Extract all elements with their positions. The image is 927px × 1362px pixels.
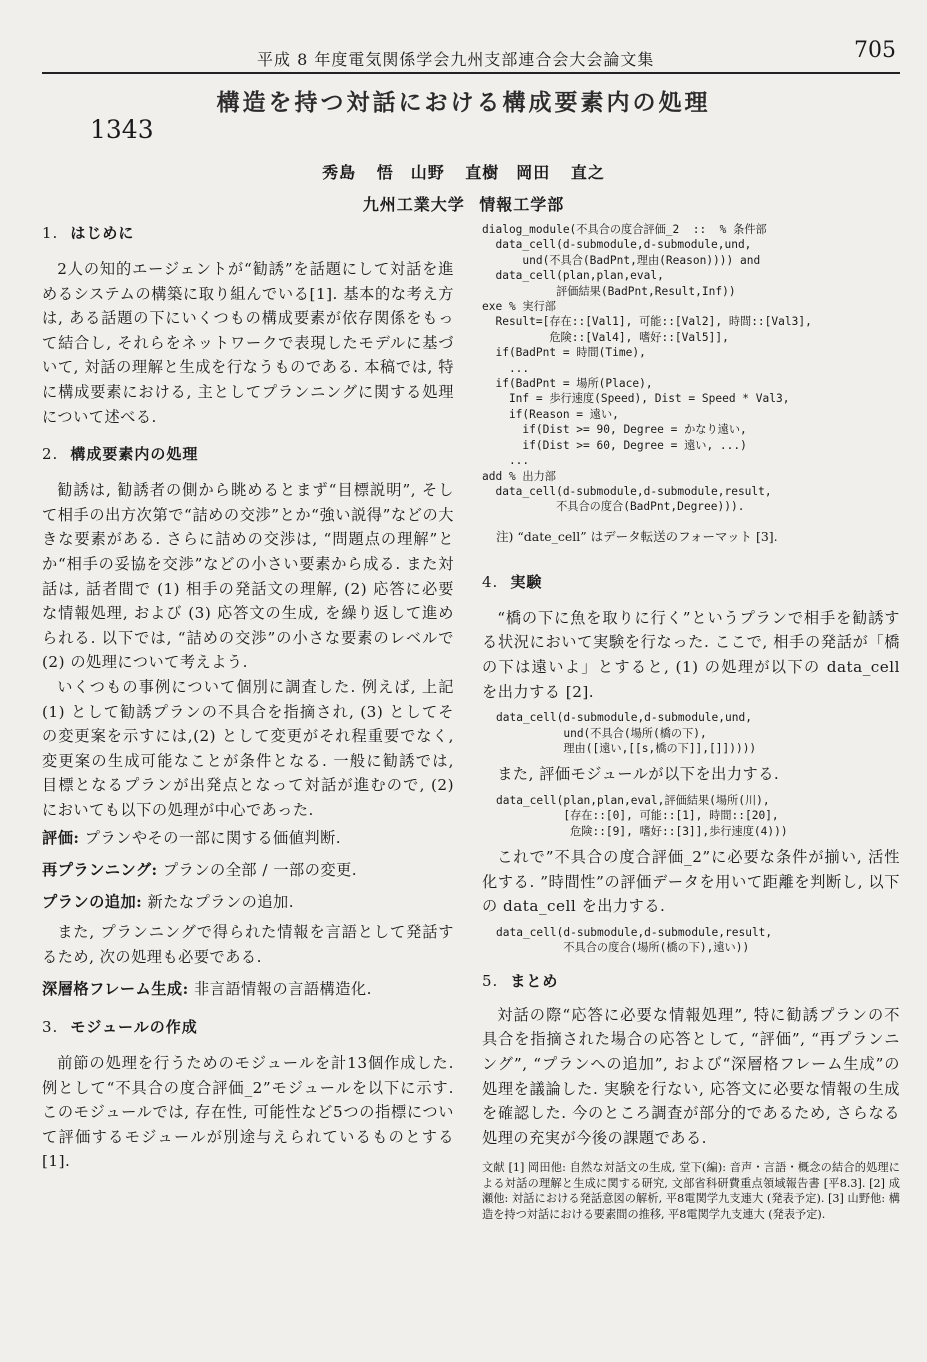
definition-list: [42, 826, 454, 914]
affiliation: 九州工業大学 情報工学部: [362, 195, 565, 214]
code-example-2: data_cell(plan,plan,eval,評価結果(場所(川), [存在::[0], 可能::[1], 時間::[20], 危険::[9], 嗜好::[3]],歩行速度(4))): [496, 793, 788, 838]
section-2-heading: 2. 構成要素内の処理: [42, 445, 199, 464]
left-column: [42, 222, 454, 1174]
section-2-paragraph-2: いくつもの事例について個別に調査した. 例えば, 上記 (1) として勧誘プランの不具合を指摘され, (3) としてその変更案を示すには,(2) として変更がそれ程重要でなく, 変更案の生成可能なことが条件となる. 一般に勧誘では, 目標となるプランが出発点となって対話が進むので, (2) においても以下の処理が中心であった.: [42, 677, 454, 819]
page-number: 705: [854, 38, 896, 63]
section-2-paragraph-1: 勧誘は, 勧誘者の側から眺めるとまず“目標説明”, そして相手の出方次第で“詰めの交渉”とか“強い説得”などの大きな要素がある. さらに詰めの交渉は, “問題点の理解”とか“相手の妥協を交渉”などの小さい要素から成る. また対話は, 話者間で (1) 相手の発話文の理解, (2) 応答に必要な情報処理, および (3) 応答文の生成, を繰り返して進められる. 以下では, “詰めの交渉”の小さな要素のレベルで (2) の処理について考えよう.: [42, 481, 454, 672]
references: 文献 [1] 岡田他: 自然な対話文の生成, 堂下(編): 音声・言語・概念の結合的処理による対話の理解と生成に関する研究, 文部省科研費重点領域報告書 [平8.3]. [2] 成瀬他: 対話における発話意図の解析, 平8電関学九支連大 (発表予定). [3] 山野他: 構造を持つ対話における要素間の推移, 平8電関学九支連大 (発表予定).: [482, 1161, 900, 1222]
section-1-paragraph: 2人の知的エージェントが“勧誘”を話題にして対話を進めるシステムの構築に取り組んでいる[1]. 基本的な考え方は, ある話題の下にいくつもの構成要素が依存関係をもって結合し, それらをネットワークで表現したモデルに基づいて, 対話の理解と生成を行なうものである. 本稿では, 特に構成要素における, 主としてプランニングに関する処理について述べる.: [42, 260, 454, 426]
section-4-paragraph-1: “橋の下に魚を取りに行く”というプランで相手を勧誘する状況において実験を行なった. ここで, 相手の発話が「橋の下は遠いよ」とすると, (1) の処理が以下の data_cell を出力する [2].: [482, 608, 900, 701]
right-column: [482, 222, 900, 1223]
code-example-3: data_cell(d-submodule,d-submodule,result, 不具合の度合(場所(橋の下),遠い)): [496, 925, 773, 955]
section-2-paragraph-3: また, プランニングで得られた情報を言語として発話するため, 次の処理も必要である.: [42, 923, 454, 966]
conference-name: 平成 8 年度電気関係学会九州支部連合会大会論文集: [257, 50, 655, 69]
code-example-1: data_cell(d-submodule,d-submodule,und, und(不具合(場所(橋の下), 理由([遠い,[[s,橋の下]],[]])))): [496, 711, 757, 755]
section-5-heading: 5. まとめ: [482, 971, 559, 990]
section-4-paragraph-3: これで”不具合の度合評価_2”に必要な条件が揃い, 活性化する. ”時間性”の評価データを用いて距離を判断し, 以下の data_cell を出力する.: [482, 848, 900, 916]
section-1-heading: 1. はじめに: [42, 224, 135, 242]
definition-item: 深層格フレーム生成: 非言語情報の言語構造化.: [42, 980, 372, 999]
definition-item: 評価: プランやその一部に関する価値判断.: [42, 829, 342, 848]
definition-item: プランの追加: 新たなプランの追加.: [42, 892, 295, 911]
section-5-paragraph: 対話の際“応答に必要な情報処理”, 特に勧誘プランの不具合を指摘された場合の応答として, “評価”, “再プランニング”, “プランへの追加”, および“深層格フレーム生成”の処理を議論した. 実験を行ない, 応答文に必要な情報の生成を確認した. 今のところ調査が部分的であるため, さらなる処理の充実が今後の課題である.: [482, 1005, 900, 1147]
footnote: 注) “date_cell” はデータ転送のフォーマット [3].: [496, 528, 778, 544]
paper-number: 1343: [90, 115, 154, 144]
section-4-heading: 4. 実験: [482, 572, 543, 591]
page-header: [42, 36, 900, 74]
section-4-paragraph-2: また, 評価モジュールが以下を出力する.: [497, 765, 780, 784]
module-code-listing: dialog_module(不具合の度合評価_2 :: % 条件部 data_cell(d-submodule,d-submodule,und, und(不具合(BadPnt,理由(Reason)))) and data_cell(plan,plan,eval, 評価結果(BadPnt,Result,Inf)) exe % 実行部 Result=[存在::[Val1], 可能::[Val2], 時間::[Val3], 危険::[Val4], 嗜好::[Val5]], if(BadPnt = 時間(Time), ... if(BadPnt = 場所(Place), Inf = 歩行速度(Speed), Dist = Speed * Val3, if(Reason = 遠い, if(Dist >= 90, Degree = かなり遠い, if(Dist >= 60, Degree = 遠い, ...) ... add % 出力部 data_cell(d-submodule,d-submodule,result, 不具合の度合(BadPnt,Degree))).: [482, 223, 812, 514]
authors: 秀島 悟 山野 直樹 岡田 直之: [322, 163, 605, 182]
paper-title: 構造を持つ対話における構成要素内の処理: [216, 89, 711, 116]
section-3-paragraph: 前節の処理を行うためのモジュールを計13個作成した. 例として“不具合の度合評価_2”モジュールを以下に示す. このモジュールでは, 存在性, 可能性など5つの指標について評価するモジュールが別途与えられているものとする [1].: [42, 1054, 454, 1171]
definition-item: 再プランニング: プランの全部 / 一部の変更.: [42, 861, 358, 880]
section-3-heading: 3. モジュールの作成: [42, 1018, 198, 1037]
